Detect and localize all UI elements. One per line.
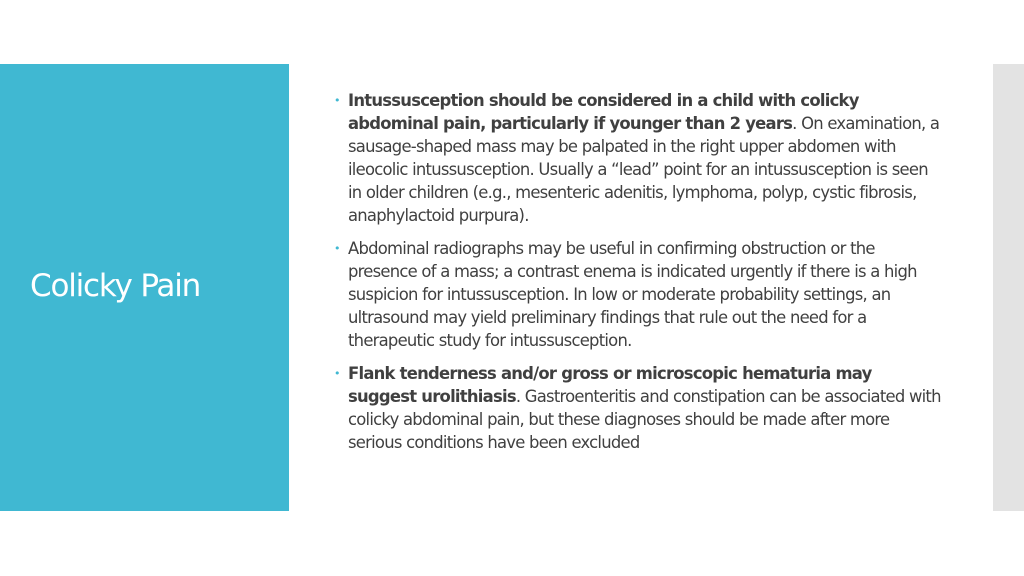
bullet-body xyxy=(348,91,939,225)
bullet-text: . On examination, a sausage-shaped mass may be palpated in the right upper abdomen with ileocolic intussusception. Usually a “lead” point for an intussusception is seen in older children (e.g., mesenteric adenitis, lymphoma, polyp, cystic fibrosis, anaphylactoid purpura). xyxy=(348,114,940,225)
bullet-marker: • xyxy=(334,94,340,107)
bullet-bold-text: Intussusception should be considered in a child with colicky abdominal pain, particularly if younger than 2 years xyxy=(348,91,859,133)
slide-title: Colicky Pain xyxy=(30,268,201,304)
bullet-item-urolithiasis xyxy=(334,362,944,454)
bullet-list xyxy=(334,89,944,464)
bullet-marker: • xyxy=(334,242,340,255)
right-accent-bar xyxy=(993,64,1024,511)
bullet-text: . Gastroenteritis and constipation can be associated with colicky abdominal pain, but these diagnoses should be made after more serious conditions have been excluded xyxy=(348,387,941,452)
bullet-marker: • xyxy=(334,367,340,380)
bullet-text: Abdominal radiographs may be useful in confirming obstruction or the presence of a mass; a contrast enema is indicated urgently if there is a high suspicion for intussusception. In low or moderate probability settings, an ultrasound may yield preliminary findings that rule out the need for a therapeutic study for intussusception. xyxy=(348,239,917,350)
bullet-bold-text: Flank tenderness and/or gross or microscopic hematuria may suggest urolithiasis xyxy=(348,364,872,406)
bullet-item-radiographs xyxy=(334,237,944,352)
bullet-item-intussusception xyxy=(334,89,944,227)
bullet-body xyxy=(348,364,941,452)
bullet-body xyxy=(348,239,917,350)
